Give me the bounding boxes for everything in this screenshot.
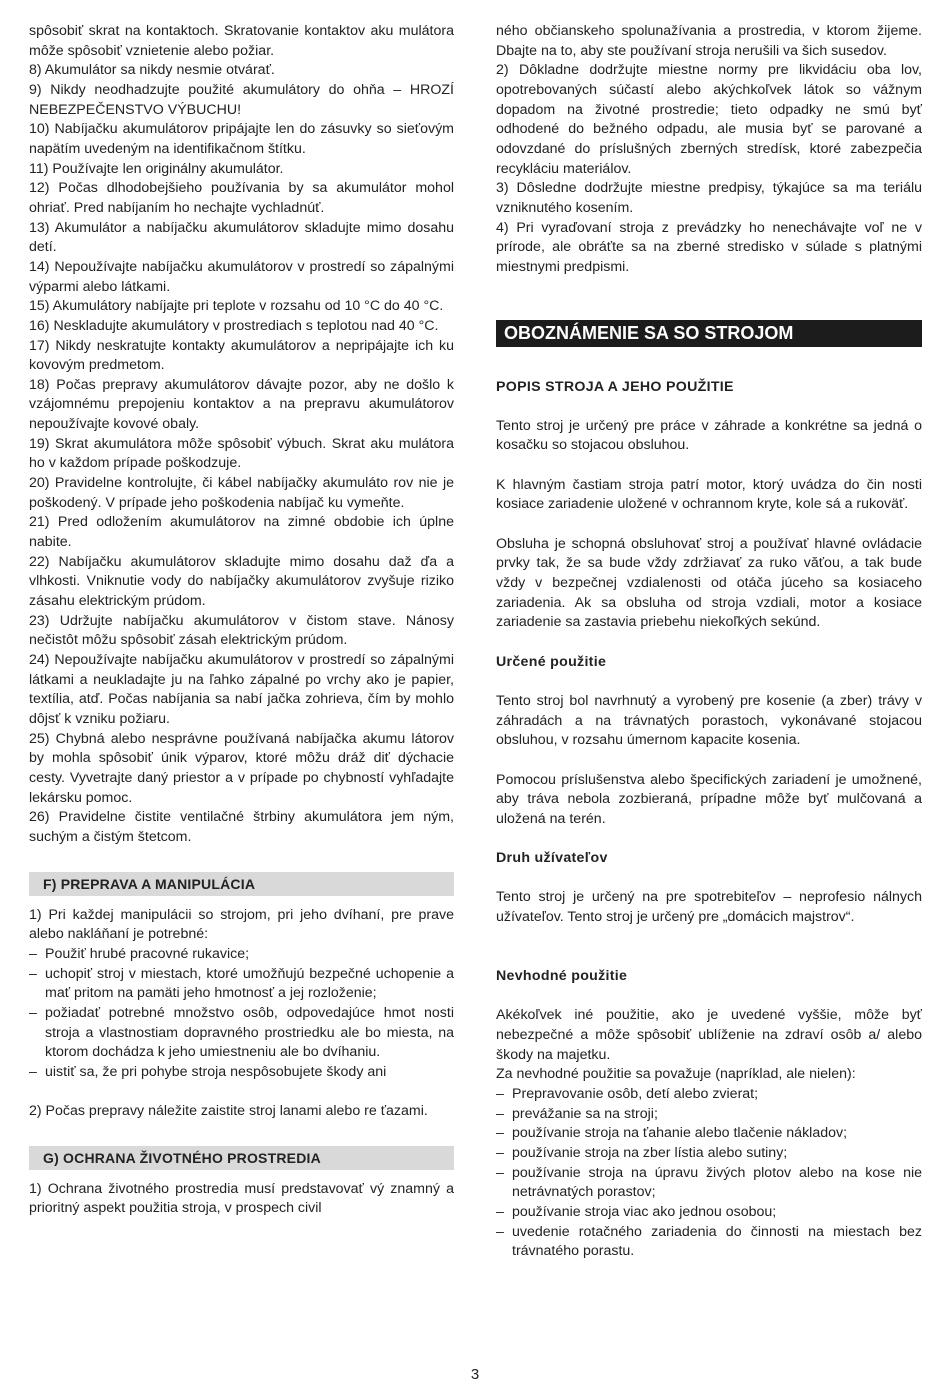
description-paragraph: Tento stroj je určený pre práce v záhrade a konkrétne sa jedná o kosačku so stojacou obsluhou. xyxy=(496,417,922,454)
dash-bullet: – xyxy=(496,1085,504,1102)
list-item: – prevážanie sa na stroji; xyxy=(496,1105,922,1125)
battery-safety-list xyxy=(29,22,454,848)
safety-item: spôsobiť skrat na kontaktoch. Skratovanie kontaktov aku mulátora môže spôsobiť vznietenie alebo požiar. xyxy=(29,23,454,59)
page-number: 3 xyxy=(470,1366,480,1383)
safety-item: 22) Nabíjačku akumulátorov skladujte mimo dosahu daž ďa a vlhkosti. Vniknutie vody do nabíjačky akumulátorov zvyšuje riziko zásahu elektrickým prúdom. xyxy=(29,553,454,610)
list-item: – používanie stroja na zber lístia alebo sutiny; xyxy=(496,1144,922,1164)
safety-item: 21) Pred odložením akumulátorov na zimné obdobie ich úplne nabite. xyxy=(29,514,454,551)
description-paragraph: K hlavným častiam stroja patrí motor, ktorý uvádza do čin nosti kosiace zariadenie uložené v ochrannom kryte, kole sá a rukoväť. xyxy=(496,476,922,513)
dash-bullet: – xyxy=(29,965,37,982)
safety-item: 24) Nepoužívajte nabíjačku akumulátorov v prostredí so zápalnými látkami a neukladajte ju na ľahko zápalné po vrchy ako je papier, textília, atď. Počas nabíjania sa nabí jačka zohrieva, čím by mohlo dôjsť k vzniku požiaru. xyxy=(29,652,454,727)
list-item: – uvedenie rotačného zariadenia do činnosti na miestach bez trávnatého porastu. xyxy=(496,1223,922,1260)
list-item: – požiadať potrebné množstvo osôb, odpovedajúce hmot nosti stroja a vlastnostiam dopravného prostriedku ale bo miesta, na ktorom dochádza k jeho umiestneniu ale bo dvíhaniu. xyxy=(29,1004,454,1061)
improper-use-heading: Nevhodné použitie xyxy=(496,968,628,985)
safety-item: 8) Akumulátor sa nikdy nesmie otvárať. xyxy=(29,62,275,79)
env-paragraph: ného občianskeho spolunažívania a prostredia, v ktorom žijeme. Dbajte na to, aby ste používaní stroja nerušili va šich susedov. xyxy=(496,23,922,59)
dash-bullet: – xyxy=(29,1004,37,1021)
improper-use-paragraph: Akékoľvek iné použitie, ako je uvedené vyššie, môže byť nebezpečné a môže spôsobiť ublíženie na zdraví osôb a/ alebo škody na majetku. xyxy=(496,1007,922,1063)
right-column xyxy=(496,22,922,1262)
description-paragraph: Obsluha je schopná obsluhovať stroj a používať hlavné ovládacie prvky tak, že sa bude vždy zdržiavať za ruko văťou, a tak bude vždy v bezpečnej vzdialenosti od otáča júceho sa kosiaceho zariadenia. Ak sa obsluha od stroja vzdiali, motor a kosiace zariadenie sa zastavia priebehu niekoľkých sekúnd. xyxy=(496,535,922,631)
safety-item: 14) Nepoužívajte nabíjačku akumulátorov v prostredí so zápalnými výparmi alebo látkami. xyxy=(29,258,454,295)
list-item: – Použiť hrubé pracovné rukavice; xyxy=(29,945,454,965)
dash-bullet: – xyxy=(496,1144,504,1161)
env-paragraph: 2) Dôkladne dodržujte miestne normy pre likvidáciu oba lov, opotrebovaných súčastí alebo akýchkoľvek látok so vážnym dopadom na životné prostredie; tieto odpadky ne smú byť odhodené do bežného odpadu, ale musia byť se parované a odovzdané do príslušných zberných stredísk, ktoré zabezpečia recykláciu materiálov. xyxy=(496,62,922,177)
user-type-heading: Druh užívateľov xyxy=(496,850,608,867)
list-item: – uistiť sa, že pri pohybe stroja nespôsobujete škody ani xyxy=(29,1063,454,1083)
safety-item: 20) Pravidelne kontrolujte, či kábel nabíjačky akumuláto rov nie je poškodený. V prípade jeho poškodenia nabíjač ku vymeňte. xyxy=(29,475,454,511)
section-f-heading: F) PREPRAVA A MANIPULÁCIA xyxy=(29,872,454,896)
safety-item: 9) Nikdy neodhadzujte použité akumulátory do ohňa – HROZÍ NEBEZPEČENSTVO VÝBUCHU! xyxy=(29,81,454,118)
dash-bullet: – xyxy=(29,1063,37,1080)
safety-item: 18) Počas prepravy akumulátorov dávajte pozor, aby ne došlo k vzájomnému prepojeniu kontaktov a na prepravu akumulátorov nepoužívajte kovové obaly. xyxy=(29,376,454,433)
section-f-paragraph-2: 2) Počas prepravy náležite zaistite stroj lanami alebo re ťazami. xyxy=(29,1103,428,1120)
list-item: – používanie stroja na ťahanie alebo tlačenie nákladov; xyxy=(496,1124,922,1144)
description-subtitle: POPIS STROJA A JEHO POUŽITIE xyxy=(496,378,734,395)
list-item: – používanie stroja na úpravu živých plotov alebo na kose nie netrávnatých porastov; xyxy=(496,1164,922,1201)
safety-item: 23) Udržujte nabíjačku akumulátorov v čistom stave. Nánosy nečistôt môžu spôsobiť zásah elektrickým prúdom. xyxy=(29,612,454,649)
safety-item: 15) Akumulátory nabíjajte pri teplote v rozsahu od 10 °C do 40 °C. xyxy=(29,298,444,315)
dash-bullet: – xyxy=(496,1164,504,1181)
user-type-paragraph: Tento stroj je určený na pre spotrebiteľov – neprofesio nálnych užívateľov. Tento stroj je určený pre „domácich majstrov“. xyxy=(496,889,922,926)
safety-item: 11) Používajte len originálny akumulátor. xyxy=(29,160,284,177)
dash-bullet: – xyxy=(496,1223,504,1240)
list-item: – používanie stroja viac ako jednou osobou; xyxy=(496,1203,922,1223)
intended-use-paragraph: Pomocou príslušenstva alebo špecifických zariadení je umožnené, aby tráva nebola zozbieraná, prípadne môže byť mulčovaná a uložená na terén. xyxy=(496,771,922,827)
list-item: – uchopiť stroj v miestach, ktoré umožňujú bezpečné uchopenie a mať pritom na pamäti jeho hmotnosť a jej rozloženie; xyxy=(29,965,454,1002)
safety-item: 17) Nikdy neskratujte kontakty akumulátorov a nepripájajte ich ku kovovým predmetom. xyxy=(29,337,454,374)
dash-bullet: – xyxy=(496,1203,504,1220)
safety-item: 19) Skrat akumulátora môže spôsobiť výbuch. Skrat aku mulátora ho v každom prípade poškodzuje. xyxy=(29,435,454,472)
dash-bullet: – xyxy=(496,1125,504,1142)
safety-item: 25) Chybná alebo nesprávne používaná nabíjačka akumu látorov by mohla spôsobiť únik výparov, ktoré môžu dráž diť dýchacie cesty. Vyvetrajte daný priestor a v prípade po chybností vyhľadajte lekársku pomoc. xyxy=(29,730,454,806)
safety-item: 16) Neskladujte akumulátory v prostrediach s teplotou nad 40 °C. xyxy=(29,317,439,334)
safety-item: 26) Pravidelne čistite ventilačné štrbiny akumulátora jem ným, suchým a čistým štetcom. xyxy=(29,809,454,845)
intended-use-paragraph: Tento stroj bol navrhnutý a vyrobený pre kosenie (a zber) trávy v záhradách a na trávnatých porastoch, vykonávané stojacou obsluhou, v rozsahu úmernom kapacite kosenia. xyxy=(496,692,922,749)
safety-item: 13) Akumulátor a nabíjačku akumulátorov skladujte mimo dosahu detí. xyxy=(29,219,454,256)
env-paragraph: 3) Dôsledne dodržujte miestne predpisy, týkajúce sa ma teriálu vzniknutého kosením. xyxy=(496,180,922,216)
section-g-paragraph-1: 1) Ochrana životného prostredia musí predstavovať vý znamný a prioritný aspekt použitia stroja, v prospech civil xyxy=(29,1180,454,1217)
list-item: – Prepravovanie osôb, detí alebo zvierat; xyxy=(496,1085,922,1105)
improper-use-intro: Za nevhodné použitie sa považuje (napríklad, ale nielen): xyxy=(496,1066,856,1083)
env-paragraph: 4) Pri vyraďovaní stroja z prevádzky ho nenechávajte voľ ne v prírode, ale obráťte sa na zberné stredisko v súlade s platnými miestnymi predpismi. xyxy=(496,219,922,275)
safety-item: 10) Nabíjačku akumulátorov pripájajte len do zásuvky so sieťovým napätím uvedeným na identifikačnom štítku. xyxy=(29,121,454,157)
machine-intro-banner: OBOZNÁMENIE SA SO STROJOM xyxy=(496,320,922,347)
left-column xyxy=(29,22,454,1219)
section-g-heading: G) OCHRANA ŽIVOTNÉHO PROSTREDIA xyxy=(29,1146,454,1170)
dash-bullet: – xyxy=(496,1105,504,1122)
safety-item: 12) Počas dlhodobejšieho používania by sa akumulátor mohol ohriať. Pred nabíjaním ho nechajte vychladnúť. xyxy=(29,180,454,216)
section-f-paragraph-1: 1) Pri každej manipulácii so strojom, pri jeho dvíhaní, pre prave alebo nakláňaní je potrebné: xyxy=(29,906,454,943)
dash-bullet: – xyxy=(29,945,37,962)
intended-use-heading: Určené použitie xyxy=(496,653,607,670)
